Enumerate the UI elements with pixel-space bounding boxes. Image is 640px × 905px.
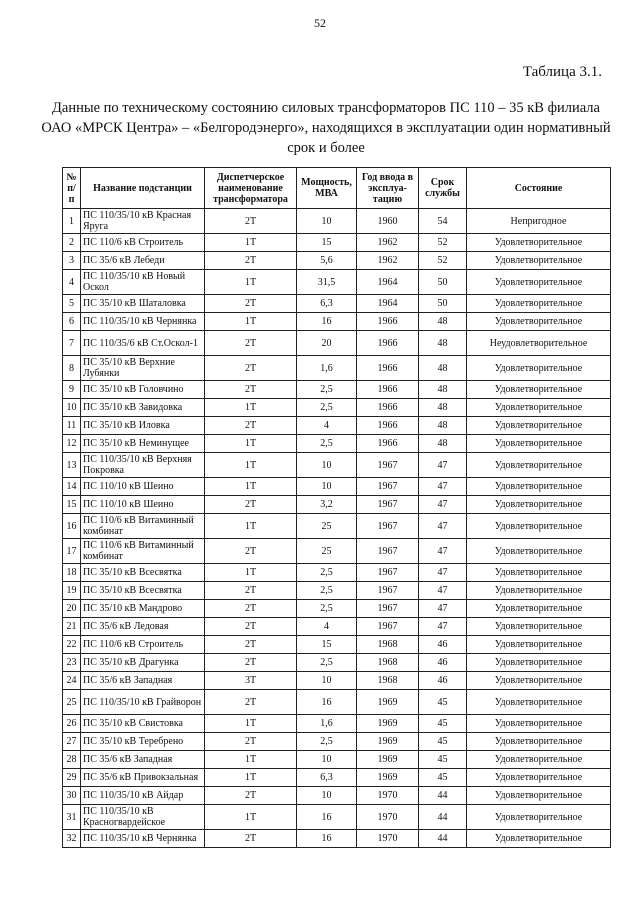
cell-dispatch: 2Т bbox=[205, 636, 297, 654]
cell-name: ПС 35/6 кВ Лебеди bbox=[81, 252, 205, 270]
cell-num: 26 bbox=[63, 715, 81, 733]
table-row bbox=[63, 564, 611, 582]
cell-dispatch: 1Т bbox=[205, 478, 297, 496]
cell-name: ПС 110/35/10 кВ Красная Яруга bbox=[81, 209, 205, 234]
cell-dispatch: 2Т bbox=[205, 539, 297, 564]
cell-power: 16 bbox=[297, 805, 357, 830]
cell-term: 47 bbox=[419, 453, 467, 478]
cell-num: 29 bbox=[63, 769, 81, 787]
col-header-status: Состояние bbox=[467, 168, 611, 209]
cell-term: 54 bbox=[419, 209, 467, 234]
cell-status: Удовлетворительное bbox=[467, 805, 611, 830]
cell-num: 1 bbox=[63, 209, 81, 234]
cell-dispatch: 2Т bbox=[205, 209, 297, 234]
cell-num: 9 bbox=[63, 381, 81, 399]
cell-num: 25 bbox=[63, 690, 81, 715]
table-header-row bbox=[63, 168, 611, 209]
cell-year: 1969 bbox=[357, 733, 419, 751]
cell-year: 1966 bbox=[357, 313, 419, 331]
col-header-term: Срок службы bbox=[419, 168, 467, 209]
cell-term: 52 bbox=[419, 252, 467, 270]
cell-year: 1968 bbox=[357, 654, 419, 672]
cell-power: 16 bbox=[297, 830, 357, 848]
cell-status: Удовлетворительное bbox=[467, 295, 611, 313]
cell-num: 2 bbox=[63, 234, 81, 252]
cell-dispatch: 1Т bbox=[205, 234, 297, 252]
cell-year: 1966 bbox=[357, 356, 419, 381]
cell-term: 45 bbox=[419, 715, 467, 733]
table-row bbox=[63, 417, 611, 435]
cell-status: Удовлетворительное bbox=[467, 381, 611, 399]
cell-year: 1964 bbox=[357, 270, 419, 295]
cell-power: 2,5 bbox=[297, 733, 357, 751]
col-header-name: Название подстанции bbox=[81, 168, 205, 209]
cell-name: ПС 35/10 кВ Неминущее bbox=[81, 435, 205, 453]
cell-status: Удовлетворительное bbox=[467, 733, 611, 751]
cell-status: Удовлетворительное bbox=[467, 252, 611, 270]
cell-power: 6,3 bbox=[297, 295, 357, 313]
cell-name: ПС 110/35/10 кВ Грайворон bbox=[81, 690, 205, 715]
cell-status: Удовлетворительное bbox=[467, 582, 611, 600]
cell-dispatch: 2Т bbox=[205, 496, 297, 514]
table-row bbox=[63, 331, 611, 356]
table-row bbox=[63, 356, 611, 381]
cell-term: 46 bbox=[419, 636, 467, 654]
cell-term: 46 bbox=[419, 654, 467, 672]
cell-power: 2,5 bbox=[297, 399, 357, 417]
cell-num: 18 bbox=[63, 564, 81, 582]
cell-dispatch: 1Т bbox=[205, 751, 297, 769]
cell-name: ПС 110/35/10 кВ Чернянка bbox=[81, 830, 205, 848]
cell-name: ПС 35/10 кВ Завидовка bbox=[81, 399, 205, 417]
cell-power: 1,6 bbox=[297, 356, 357, 381]
cell-power: 4 bbox=[297, 417, 357, 435]
cell-year: 1967 bbox=[357, 582, 419, 600]
cell-term: 44 bbox=[419, 830, 467, 848]
cell-dispatch: 2Т bbox=[205, 654, 297, 672]
table-row bbox=[63, 435, 611, 453]
cell-name: ПС 110/35/10 кВ Айдар bbox=[81, 787, 205, 805]
table-row bbox=[63, 539, 611, 564]
cell-term: 47 bbox=[419, 496, 467, 514]
cell-num: 20 bbox=[63, 600, 81, 618]
cell-name: ПС 35/10 кВ Свистовка bbox=[81, 715, 205, 733]
cell-name: ПС 35/10 кВ Шаталовка bbox=[81, 295, 205, 313]
cell-power: 16 bbox=[297, 313, 357, 331]
table-row bbox=[63, 478, 611, 496]
cell-num: 22 bbox=[63, 636, 81, 654]
cell-dispatch: 1Т bbox=[205, 399, 297, 417]
cell-name: ПС 35/10 кВ Всесвятка bbox=[81, 582, 205, 600]
cell-status: Удовлетворительное bbox=[467, 564, 611, 582]
cell-status: Удовлетворительное bbox=[467, 496, 611, 514]
cell-dispatch: 2Т bbox=[205, 618, 297, 636]
cell-power: 2,5 bbox=[297, 582, 357, 600]
cell-dispatch: 2Т bbox=[205, 733, 297, 751]
cell-status: Непригодное bbox=[467, 209, 611, 234]
cell-status: Удовлетворительное bbox=[467, 478, 611, 496]
cell-status: Удовлетворительное bbox=[467, 399, 611, 417]
cell-year: 1967 bbox=[357, 514, 419, 539]
table-row bbox=[63, 751, 611, 769]
cell-num: 12 bbox=[63, 435, 81, 453]
cell-power: 10 bbox=[297, 751, 357, 769]
table-row bbox=[63, 805, 611, 830]
cell-year: 1967 bbox=[357, 564, 419, 582]
cell-power: 2,5 bbox=[297, 600, 357, 618]
cell-power: 10 bbox=[297, 478, 357, 496]
cell-status: Удовлетворительное bbox=[467, 313, 611, 331]
cell-year: 1967 bbox=[357, 618, 419, 636]
cell-power: 15 bbox=[297, 234, 357, 252]
cell-num: 15 bbox=[63, 496, 81, 514]
cell-power: 2,5 bbox=[297, 381, 357, 399]
cell-dispatch: 2Т bbox=[205, 252, 297, 270]
table-row bbox=[63, 496, 611, 514]
cell-num: 11 bbox=[63, 417, 81, 435]
cell-power: 6,3 bbox=[297, 769, 357, 787]
cell-name: ПС 110/6 кВ Строитель bbox=[81, 234, 205, 252]
cell-num: 24 bbox=[63, 672, 81, 690]
cell-year: 1967 bbox=[357, 453, 419, 478]
cell-power: 31,5 bbox=[297, 270, 357, 295]
cell-num: 14 bbox=[63, 478, 81, 496]
table-row bbox=[63, 381, 611, 399]
table-row bbox=[63, 769, 611, 787]
table-row bbox=[63, 600, 611, 618]
cell-year: 1969 bbox=[357, 769, 419, 787]
cell-num: 30 bbox=[63, 787, 81, 805]
cell-name: ПС 110/35/10 кВ Верхняя Покровка bbox=[81, 453, 205, 478]
cell-num: 23 bbox=[63, 654, 81, 672]
col-header-dispatch: Диспетчерское наименование трансформатора bbox=[205, 168, 297, 209]
cell-term: 52 bbox=[419, 234, 467, 252]
cell-power: 2,5 bbox=[297, 654, 357, 672]
cell-status: Удовлетворительное bbox=[467, 654, 611, 672]
cell-num: 3 bbox=[63, 252, 81, 270]
cell-dispatch: 1Т bbox=[205, 270, 297, 295]
cell-term: 48 bbox=[419, 435, 467, 453]
cell-year: 1967 bbox=[357, 478, 419, 496]
cell-num: 32 bbox=[63, 830, 81, 848]
cell-status: Удовлетворительное bbox=[467, 234, 611, 252]
cell-status: Удовлетворительное bbox=[467, 636, 611, 654]
cell-name: ПС 35/10 кВ Всесвятка bbox=[81, 564, 205, 582]
table-row bbox=[63, 830, 611, 848]
cell-status: Удовлетворительное bbox=[467, 769, 611, 787]
cell-name: ПС 35/10 кВ Мандрово bbox=[81, 600, 205, 618]
cell-dispatch: 1Т bbox=[205, 435, 297, 453]
cell-power: 10 bbox=[297, 453, 357, 478]
cell-dispatch: 1Т bbox=[205, 769, 297, 787]
cell-power: 16 bbox=[297, 690, 357, 715]
cell-term: 48 bbox=[419, 417, 467, 435]
cell-dispatch: 2Т bbox=[205, 295, 297, 313]
cell-term: 48 bbox=[419, 331, 467, 356]
transformer-table bbox=[62, 167, 611, 848]
cell-term: 50 bbox=[419, 295, 467, 313]
cell-dispatch: 2Т bbox=[205, 787, 297, 805]
cell-power: 10 bbox=[297, 787, 357, 805]
cell-dispatch: 1Т bbox=[205, 805, 297, 830]
cell-power: 25 bbox=[297, 514, 357, 539]
cell-name: ПС 35/6 кВ Ледовая bbox=[81, 618, 205, 636]
cell-year: 1962 bbox=[357, 234, 419, 252]
cell-year: 1964 bbox=[357, 295, 419, 313]
table-row bbox=[63, 787, 611, 805]
cell-num: 16 bbox=[63, 514, 81, 539]
cell-num: 5 bbox=[63, 295, 81, 313]
cell-power: 25 bbox=[297, 539, 357, 564]
cell-status: Удовлетворительное bbox=[467, 539, 611, 564]
cell-power: 2,5 bbox=[297, 435, 357, 453]
cell-term: 45 bbox=[419, 751, 467, 769]
cell-dispatch: 2Т bbox=[205, 331, 297, 356]
cell-name: ПС 110/35/10 кВ Чернянка bbox=[81, 313, 205, 331]
table-row bbox=[63, 270, 611, 295]
cell-term: 47 bbox=[419, 539, 467, 564]
cell-num: 13 bbox=[63, 453, 81, 478]
cell-dispatch: 2Т bbox=[205, 690, 297, 715]
col-header-year: Год ввода в эксплуа-тацию bbox=[357, 168, 419, 209]
cell-num: 6 bbox=[63, 313, 81, 331]
cell-name: ПС 35/6 кВ Западная bbox=[81, 672, 205, 690]
cell-power: 2,5 bbox=[297, 564, 357, 582]
table-row bbox=[63, 636, 611, 654]
cell-num: 17 bbox=[63, 539, 81, 564]
cell-dispatch: 2Т bbox=[205, 381, 297, 399]
table-title: Данные по техническому состоянию силовых трансформаторов ПС 110 – 35 кВ филиала ОАО «МРСК Центра» – «Белгородэнерго», находящихся в эксплуатации один нормативный срок и более bbox=[41, 100, 611, 156]
cell-term: 50 bbox=[419, 270, 467, 295]
cell-name: ПС 35/6 кВ Привокзальная bbox=[81, 769, 205, 787]
cell-year: 1969 bbox=[357, 715, 419, 733]
table-row bbox=[63, 252, 611, 270]
cell-status: Удовлетворительное bbox=[467, 672, 611, 690]
cell-term: 47 bbox=[419, 478, 467, 496]
cell-year: 1970 bbox=[357, 805, 419, 830]
cell-status: Неудовлетворительное bbox=[467, 331, 611, 356]
cell-year: 1967 bbox=[357, 600, 419, 618]
cell-dispatch: 3Т bbox=[205, 672, 297, 690]
cell-year: 1970 bbox=[357, 787, 419, 805]
cell-status: Удовлетворительное bbox=[467, 830, 611, 848]
table-row bbox=[63, 399, 611, 417]
table-label: Таблица 3.1. bbox=[522, 64, 602, 80]
cell-year: 1960 bbox=[357, 209, 419, 234]
cell-year: 1962 bbox=[357, 252, 419, 270]
cell-num: 7 bbox=[63, 331, 81, 356]
cell-dispatch: 2Т bbox=[205, 582, 297, 600]
cell-power: 20 bbox=[297, 331, 357, 356]
cell-year: 1966 bbox=[357, 399, 419, 417]
cell-dispatch: 1Т bbox=[205, 715, 297, 733]
cell-dispatch: 1Т bbox=[205, 453, 297, 478]
cell-power: 10 bbox=[297, 209, 357, 234]
table-row bbox=[63, 690, 611, 715]
cell-name: ПС 110/35/10 кВ Красногвардейское bbox=[81, 805, 205, 830]
cell-term: 48 bbox=[419, 313, 467, 331]
col-header-num: № п/п bbox=[63, 168, 81, 209]
cell-name: ПС 110/35/6 кВ Ст.Оскол-1 bbox=[81, 331, 205, 356]
cell-num: 21 bbox=[63, 618, 81, 636]
cell-power: 5,6 bbox=[297, 252, 357, 270]
cell-term: 47 bbox=[419, 582, 467, 600]
cell-status: Удовлетворительное bbox=[467, 514, 611, 539]
table-body bbox=[63, 209, 611, 848]
cell-dispatch: 2Т bbox=[205, 356, 297, 381]
cell-status: Удовлетворительное bbox=[467, 715, 611, 733]
cell-status: Удовлетворительное bbox=[467, 270, 611, 295]
cell-power: 3,2 bbox=[297, 496, 357, 514]
cell-power: 10 bbox=[297, 672, 357, 690]
cell-name: ПС 35/10 кВ Верхние Лубянки bbox=[81, 356, 205, 381]
cell-year: 1969 bbox=[357, 751, 419, 769]
cell-name: ПС 110/10 кВ Шеино bbox=[81, 478, 205, 496]
table-row bbox=[63, 618, 611, 636]
table-row bbox=[63, 209, 611, 234]
cell-status: Удовлетворительное bbox=[467, 453, 611, 478]
table-row bbox=[63, 715, 611, 733]
table-row bbox=[63, 453, 611, 478]
cell-name: ПС 110/6 кВ Витаминный комбинат bbox=[81, 539, 205, 564]
cell-name: ПС 35/10 кВ Головчино bbox=[81, 381, 205, 399]
cell-name: ПС 35/6 кВ Западная bbox=[81, 751, 205, 769]
cell-term: 47 bbox=[419, 618, 467, 636]
cell-dispatch: 2Т bbox=[205, 417, 297, 435]
cell-status: Удовлетворительное bbox=[467, 417, 611, 435]
cell-num: 27 bbox=[63, 733, 81, 751]
cell-name: ПС 110/6 кВ Витаминный комбинат bbox=[81, 514, 205, 539]
table-row bbox=[63, 672, 611, 690]
cell-year: 1969 bbox=[357, 690, 419, 715]
cell-term: 48 bbox=[419, 356, 467, 381]
cell-status: Удовлетворительное bbox=[467, 690, 611, 715]
table-row bbox=[63, 733, 611, 751]
table-row bbox=[63, 313, 611, 331]
cell-power: 4 bbox=[297, 618, 357, 636]
cell-term: 46 bbox=[419, 672, 467, 690]
col-header-power: Мощность, МВА bbox=[297, 168, 357, 209]
cell-year: 1966 bbox=[357, 435, 419, 453]
cell-year: 1968 bbox=[357, 672, 419, 690]
cell-num: 28 bbox=[63, 751, 81, 769]
cell-term: 45 bbox=[419, 769, 467, 787]
cell-status: Удовлетворительное bbox=[467, 356, 611, 381]
cell-name: ПС 35/10 кВ Иловка bbox=[81, 417, 205, 435]
cell-status: Удовлетворительное bbox=[467, 435, 611, 453]
cell-status: Удовлетворительное bbox=[467, 600, 611, 618]
cell-year: 1967 bbox=[357, 496, 419, 514]
cell-year: 1970 bbox=[357, 830, 419, 848]
table-row bbox=[63, 295, 611, 313]
cell-name: ПС 110/10 кВ Шеино bbox=[81, 496, 205, 514]
cell-num: 10 bbox=[63, 399, 81, 417]
cell-dispatch: 1Т bbox=[205, 564, 297, 582]
cell-num: 4 bbox=[63, 270, 81, 295]
table-row bbox=[63, 514, 611, 539]
table-row bbox=[63, 654, 611, 672]
cell-name: ПС 35/10 кВ Драгунка bbox=[81, 654, 205, 672]
cell-term: 47 bbox=[419, 514, 467, 539]
cell-term: 45 bbox=[419, 733, 467, 751]
table-row bbox=[63, 234, 611, 252]
cell-power: 15 bbox=[297, 636, 357, 654]
cell-dispatch: 2Т bbox=[205, 600, 297, 618]
cell-name: ПС 35/10 кВ Теребрено bbox=[81, 733, 205, 751]
cell-year: 1967 bbox=[357, 539, 419, 564]
cell-year: 1966 bbox=[357, 331, 419, 356]
cell-term: 44 bbox=[419, 787, 467, 805]
cell-year: 1966 bbox=[357, 381, 419, 399]
cell-term: 45 bbox=[419, 690, 467, 715]
cell-name: ПС 110/6 кВ Строитель bbox=[81, 636, 205, 654]
cell-num: 19 bbox=[63, 582, 81, 600]
cell-num: 8 bbox=[63, 356, 81, 381]
cell-status: Удовлетворительное bbox=[467, 751, 611, 769]
cell-status: Удовлетворительное bbox=[467, 618, 611, 636]
cell-num: 31 bbox=[63, 805, 81, 830]
cell-term: 44 bbox=[419, 805, 467, 830]
page-number: 52 bbox=[314, 16, 326, 30]
cell-term: 47 bbox=[419, 600, 467, 618]
cell-status: Удовлетворительное bbox=[467, 787, 611, 805]
cell-term: 48 bbox=[419, 399, 467, 417]
cell-year: 1968 bbox=[357, 636, 419, 654]
cell-power: 1,6 bbox=[297, 715, 357, 733]
table-row bbox=[63, 582, 611, 600]
cell-term: 48 bbox=[419, 381, 467, 399]
cell-dispatch: 1Т bbox=[205, 514, 297, 539]
cell-year: 1966 bbox=[357, 417, 419, 435]
cell-name: ПС 110/35/10 кВ Новый Оскол bbox=[81, 270, 205, 295]
cell-term: 47 bbox=[419, 564, 467, 582]
cell-dispatch: 2Т bbox=[205, 830, 297, 848]
cell-dispatch: 1Т bbox=[205, 313, 297, 331]
